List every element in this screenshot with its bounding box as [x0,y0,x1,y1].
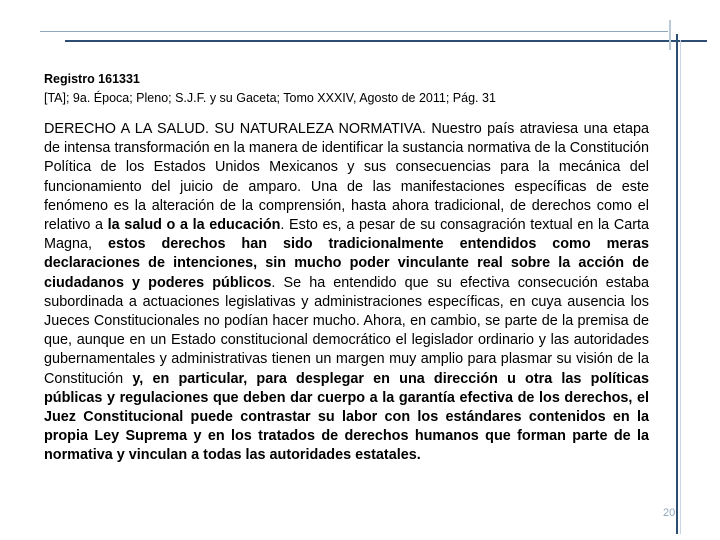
thesis-bold-2: estos derechos han sido tradicionalmente entendidos como meras declaraciones de intenciones, sin mucho poder vinculante real sobre la acción de ciudadanos y poderes públicos [44,236,649,291]
thesis-bold-3: y, en particular, para desplegar en una dirección u otra las políticas públicas y regulaciones que deben dar cuerpo a la garantía efectiva de los derechos, el Juez Constitucional puede contrastar su labor con los estándares contenidos en la propia Ley Suprema y en los tratados de derechos humanos que forman parte de la normativa y vinculan a todas las autoridades estatales. [44,370,649,464]
registro-number: Registro 161331 [44,72,140,86]
top-divider-light [40,31,668,32]
side-divider-dark [676,34,678,534]
thesis-title: DERECHO A LA SALUD. SU NATURALEZA NORMATIVA. [44,121,426,137]
thesis-text-3: . Se ha entendido que su efectiva consecución estaba subordinada a actuaciones legislativas y administraciones específicas, en cuya ausencia los Jueces Constitucionales no podían hacer mucho. Ahora, en cambio, se parte de la premisa de que, aunque en un Estado constitucional democrático el legislador ordinario y las autoridades gubernamentales y administrativas tienen un margen muy amplio para plasmar su visión de la Constitución [44,274,649,387]
citation-header [44,70,604,108]
thesis-bold-1: la salud o a la educación [107,217,281,234]
side-divider-light [669,20,671,50]
thesis-text-1: Nuestro país atraviesa una etapa de intensa transformación en la manera de identificar la sustancia normativa de la Constitución Política de los Estados Unidos Mexicanos y sus consecuencias para la mecánica del funcionamiento del juicio de amparo. Una de las manifestaciones específicas de este fenómeno es la alteración de la comprensión, hasta ahora tradicional, de derechos como el relativo a [44,121,649,234]
citation-source: [TA]; 9a. Época; Pleno; S.J.F. y su Gaceta; Tomo XXXIV, Agosto de 2011; Pág. 31 [44,91,496,105]
top-divider-dark [65,40,707,42]
page-number: 20 [663,507,676,519]
thesis-text-2: . Esto es, a pesar de su consagración textual en la Carta Magna, [44,217,650,253]
side-divider-shadow [680,40,681,534]
thesis-body [44,120,649,466]
